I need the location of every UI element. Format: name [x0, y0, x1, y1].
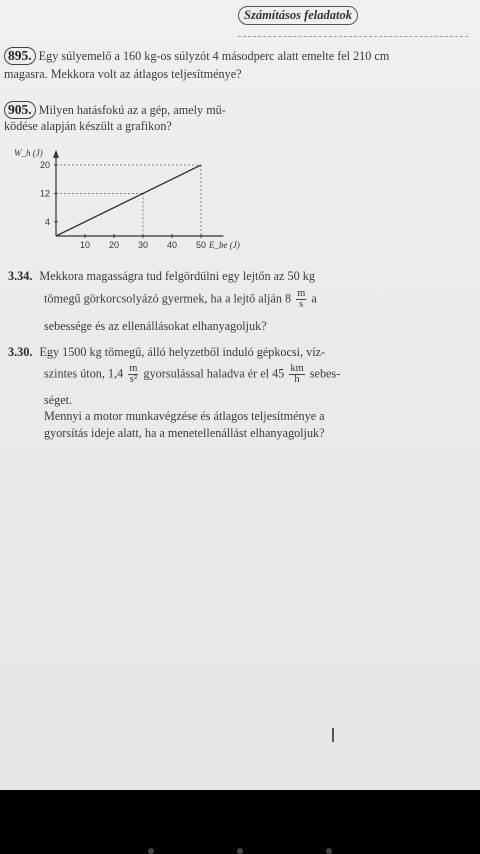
fraction-denominator: s² [129, 374, 137, 385]
problem-905-text-2: ködése alapján készült a grafikon? [4, 119, 172, 133]
fraction-numerator: m [297, 288, 306, 299]
problem-330-text-1: Egy 1500 kg tömegű, álló helyzetből induló gépkocsi, víz- [39, 345, 326, 359]
x-tick-label-40: 40 [166, 240, 178, 250]
efficiency-chart [8, 140, 240, 260]
nav-recent-icon[interactable] [326, 848, 332, 854]
fraction-numerator: m [129, 363, 138, 374]
problem-334-line2 [44, 289, 317, 310]
problem-330-text-5: gyorsítás ideje alatt, ha a menetellenállást elhanyagoljuk? [44, 426, 325, 440]
problem-905-line1 [4, 101, 226, 119]
problem-895-line1 [4, 47, 389, 65]
fraction-denominator: h [294, 374, 300, 385]
fraction-numerator: km [290, 363, 304, 374]
problem-number-905: 905. [4, 101, 36, 119]
y-axis-arrow [53, 150, 59, 158]
y-tick-label-4: 4 [44, 216, 50, 227]
fraction-km-per-h [289, 364, 304, 385]
problem-334-text-2b: a [311, 291, 317, 306]
problem-330-text-2a: szintes úton, 1,4 [44, 366, 124, 381]
data-line-0 [56, 165, 201, 236]
problem-330-line1 [8, 344, 325, 360]
header-rule [238, 36, 468, 37]
problem-number-895: 895. [4, 47, 36, 65]
y-tick-label-12: 12 [39, 188, 50, 199]
problem-895-text-2: magasra. Mekkora volt az átlagos teljesítménye? [4, 67, 242, 81]
problem-334-text-2a: tömegű görkorcsolyázó gyermek, ha a lejtő alján 8 [44, 291, 292, 306]
problem-330-line2 [44, 364, 340, 385]
nav-home-icon[interactable] [237, 848, 243, 854]
x-tick-label-50: 50 [195, 240, 207, 250]
problem-number-334: 3.34. [8, 269, 33, 283]
y-tick-label-20: 20 [39, 160, 50, 170]
problem-330-text-2c: sebes- [309, 366, 341, 381]
problem-334-text-3: sebessége és az ellenállásokat elhanyagoljuk? [44, 319, 267, 333]
pen-mark [332, 728, 334, 742]
fraction-m-per-s2 [128, 364, 138, 385]
y-axis-label: W_h (J) [14, 147, 43, 158]
x-tick-label-10: 10 [79, 240, 91, 250]
section-title: Számításos feladatok [238, 6, 358, 25]
problem-895-text-1: Egy súlyemelő a 160 kg-os súlyzót 4 másodperc alatt emelte fel 210 cm [38, 49, 390, 63]
problem-905-text-1: Milyen hatásfokú az a gép, amely mű- [38, 103, 226, 117]
problem-334-text-1: Mekkora magasságra tud felgördülni egy lejtőn az 50 kg [39, 269, 315, 283]
problem-334-line1 [8, 268, 315, 284]
x-axis-label: E_be (J) [209, 240, 240, 250]
problem-number-330: 3.30. [8, 345, 33, 359]
fraction-denominator: s [299, 299, 304, 310]
navigation-bar [0, 790, 480, 854]
fraction-m-per-s [296, 289, 306, 310]
problem-330-text-3: séget. [44, 393, 73, 407]
x-tick-label-20: 20 [108, 240, 120, 250]
problem-330-text-2b: gyorsulással haladva ér el 45 [143, 366, 285, 381]
x-tick-label-30: 30 [137, 240, 149, 250]
nav-back-icon[interactable] [148, 848, 154, 854]
problem-330-text-4: Mennyi a motor munkavégzése és átlagos teljesítménye a [44, 409, 325, 423]
